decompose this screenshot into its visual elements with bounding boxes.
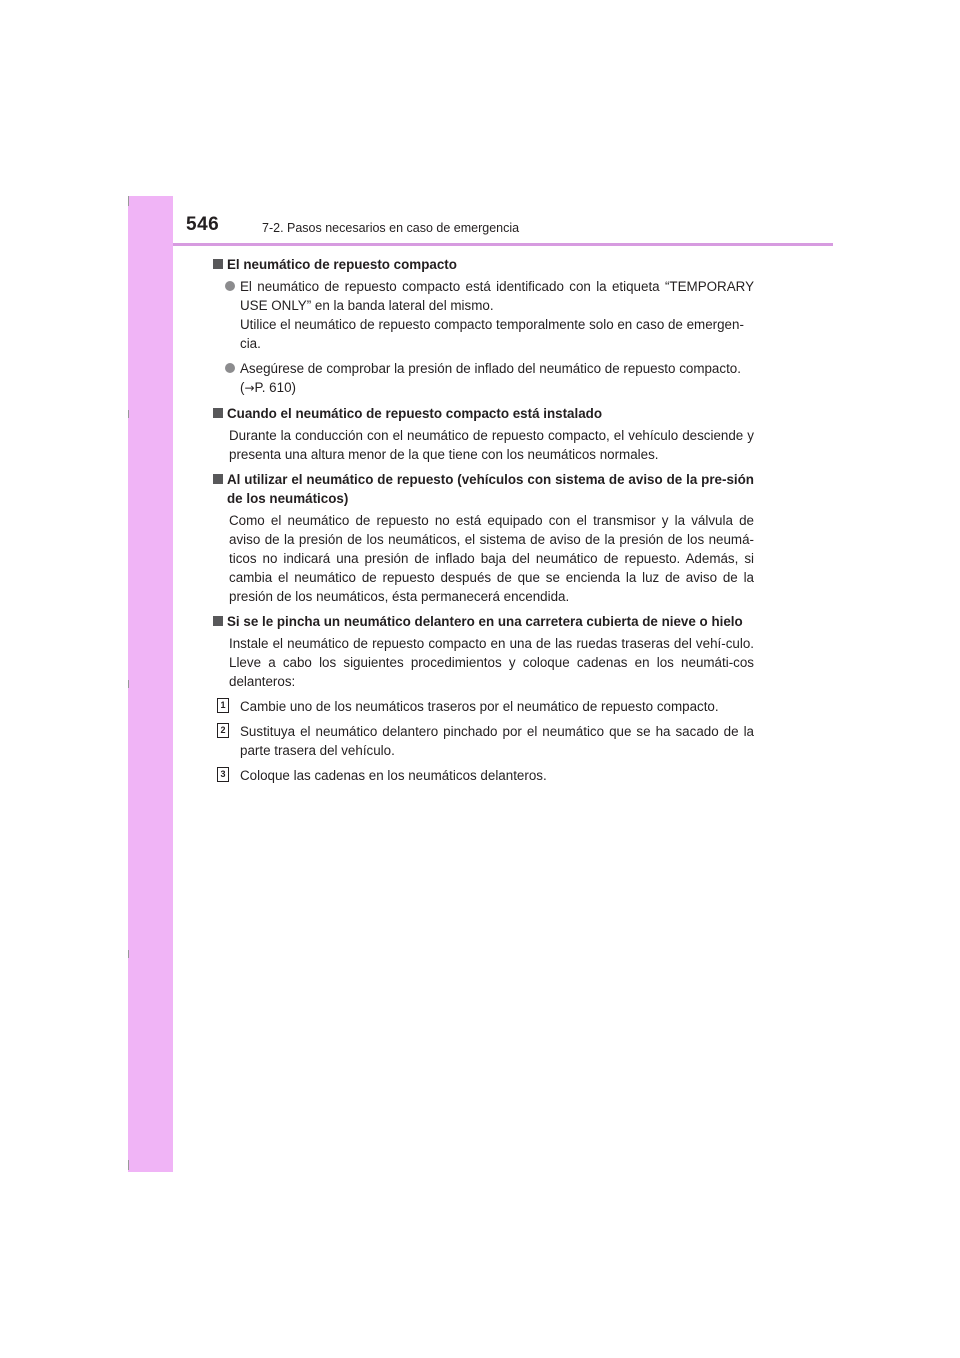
page-content — [212, 255, 754, 791]
section-heading — [212, 255, 754, 274]
section-heading — [212, 612, 754, 631]
section-body: Instale el neumático de repuesto compacto en una de las ruedas traseras del vehí-culo. Lleve a cabo los siguientes procedimientos y coloque cadenas en los neumáti-cos delanteros: — [229, 636, 754, 689]
step-number: 2 — [217, 723, 229, 738]
section-title: 7-2. Pasos necesarios en caso de emergencia — [262, 221, 520, 235]
square-bullet-icon — [213, 408, 223, 418]
crop-mark — [128, 680, 129, 688]
ref-paren: ( — [240, 380, 245, 395]
circle-bullet-icon — [225, 363, 235, 373]
step-item — [212, 766, 754, 785]
section-heading — [212, 404, 754, 423]
step-text: Sustituya el neumático delantero pinchado por el neumático que se ha sacado de la parte trasera del vehículo. — [240, 724, 754, 758]
heading-text: Al utilizar el neumático de repuesto (vehículos con sistema de aviso de la pre-sión de los neumáticos) — [227, 472, 754, 506]
step-number: 3 — [217, 767, 229, 782]
crop-mark — [128, 950, 129, 958]
step-item — [212, 697, 754, 716]
page-number: 546 — [186, 214, 220, 235]
section-body: Durante la conducción con el neumático de repuesto compacto, el vehículo desciende y presenta una altura menor de la que tiene con los neumáticos normales. — [229, 428, 754, 462]
circle-bullet-icon — [225, 281, 235, 291]
square-bullet-icon — [213, 616, 223, 626]
step-number: 1 — [217, 698, 229, 713]
square-bullet-icon — [213, 259, 223, 269]
step-text: Cambie uno de los neumáticos traseros por el neumático de repuesto compacto. — [240, 699, 719, 714]
bullet-item — [212, 359, 754, 398]
bullet-text: El neumático de repuesto compacto está identificado con la etiqueta “TEMPORARY USE ONLY” en la banda lateral del mismo. — [240, 279, 754, 313]
heading-text: Cuando el neumático de repuesto compacto está instalado — [227, 406, 603, 421]
bullet-text: Utilice el neumático de repuesto compacto temporalmente solo en caso de emergen-cia. — [240, 317, 744, 351]
section-heading — [212, 470, 754, 508]
heading-text: El neumático de repuesto compacto — [227, 257, 457, 272]
crop-mark — [128, 196, 129, 206]
heading-text: Si se le pincha un neumático delantero en una carretera cubierta de nieve o hielo — [227, 614, 743, 629]
bullet-item — [212, 277, 754, 353]
crop-mark — [128, 1160, 129, 1170]
ref-text: P. 610) — [254, 380, 296, 395]
square-bullet-icon — [213, 474, 223, 484]
bullet-text: Asegúrese de comprobar la presión de inflado del neumático de repuesto compacto. — [240, 361, 741, 376]
header-rule — [173, 243, 833, 246]
step-text: Coloque las cadenas en los neumáticos delanteros. — [240, 768, 547, 783]
step-item — [212, 722, 754, 760]
chapter-side-tab — [128, 196, 173, 1172]
page-reference[interactable] — [240, 380, 296, 395]
section-body: Como el neumático de repuesto no está equipado con el transmisor y la válvula de aviso de la presión de los neumáticos, el sistema de aviso de la presión de los neumá-ticos no indicará una presión de inflado baja del neumático de repuesto. Además, si cambia el neumático de repuesto después de que se encienda la luz de aviso de la presión de los neumáticos, ésta permanecerá encendida. — [229, 513, 754, 604]
arrow-right-icon: → — [244, 381, 255, 395]
crop-mark — [128, 410, 129, 418]
